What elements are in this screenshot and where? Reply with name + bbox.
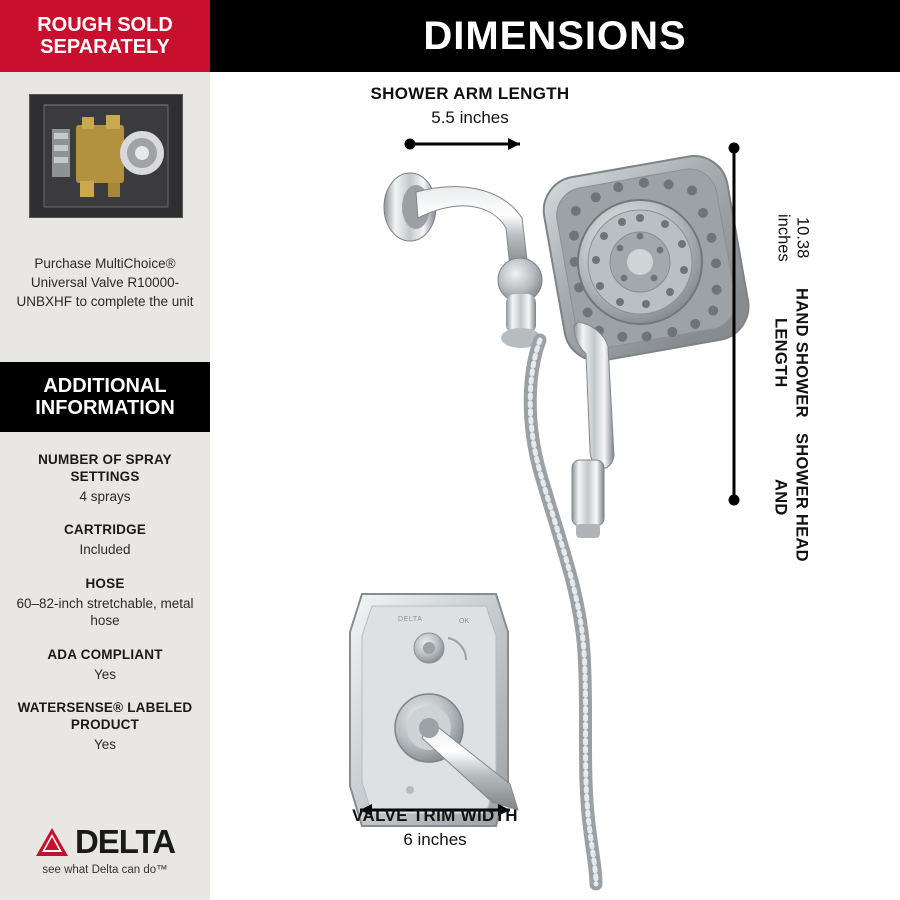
additional-information-banner	[0, 362, 210, 432]
spec-label: CARTRIDGE	[63, 522, 147, 538]
spec-label: ADA COMPLIANT	[47, 646, 163, 662]
additional-info-line-2: INFORMATION	[35, 397, 175, 419]
svg-text:DELTA: DELTA	[398, 616, 423, 623]
brand-name: DELTA	[74, 823, 176, 860]
spec-value: Yes	[93, 666, 117, 682]
valve-trim-dimension-value: 6 inches	[403, 830, 467, 849]
valve-trim-dimension-title: VALVE TRIM WIDTH	[352, 806, 518, 825]
delta-triangle-icon	[35, 827, 69, 857]
brand-tagline: see what Delta can do™	[42, 864, 168, 876]
valve-trim-dimension	[315, 806, 555, 850]
spec-value: 60–82-inch stretchable, metal hose	[16, 595, 194, 629]
sidebar	[0, 72, 210, 900]
spec-item	[5, 576, 205, 630]
additional-info-line-1: ADDITIONAL	[43, 375, 167, 397]
shower-arm-dimension-title: SHOWER ARM LENGTH	[370, 84, 570, 103]
head-length-dimension-title-2: HAND SHOWER LENGTH	[771, 288, 811, 418]
rough-banner-line-2: SEPARATELY	[40, 36, 170, 58]
rough-sold-separately-banner	[0, 0, 210, 72]
rough-valve-image	[29, 94, 183, 218]
spec-value: Yes	[93, 736, 117, 752]
spec-label: WATERSENSE® LABELED PRODUCT	[17, 700, 193, 732]
specification-list	[5, 452, 205, 770]
spec-label: HOSE	[85, 575, 125, 591]
spec-value: 4 sprays	[79, 488, 131, 504]
page-title: DIMENSIONS	[423, 13, 687, 58]
rough-banner-line-1: ROUGH SOLD	[37, 13, 173, 36]
spec-item	[5, 700, 205, 753]
shower-arm-dimension	[335, 84, 605, 128]
brand-logo	[0, 823, 210, 876]
shower-arm-dimension-value: 5.5 inches	[431, 108, 509, 127]
head-length-dimension	[770, 202, 811, 562]
spec-value: Included	[79, 542, 131, 558]
head-length-dimension-title-1: SHOWER HEAD AND	[771, 432, 811, 562]
svg-text:OK: OK	[459, 618, 470, 625]
spec-item	[5, 522, 205, 558]
rough-valve-caption: Purchase MultiChoice® Universal Valve R10000-UNBXHF to complete the unit	[16, 256, 194, 310]
spec-label: NUMBER OF SPRAY SETTINGS	[38, 452, 172, 484]
product-diagram	[210, 72, 900, 900]
spec-item	[5, 452, 205, 505]
spec-item	[5, 647, 205, 683]
head-length-dimension-value: 10.38 inches	[774, 213, 812, 262]
rough-valve-illustration	[30, 95, 182, 217]
